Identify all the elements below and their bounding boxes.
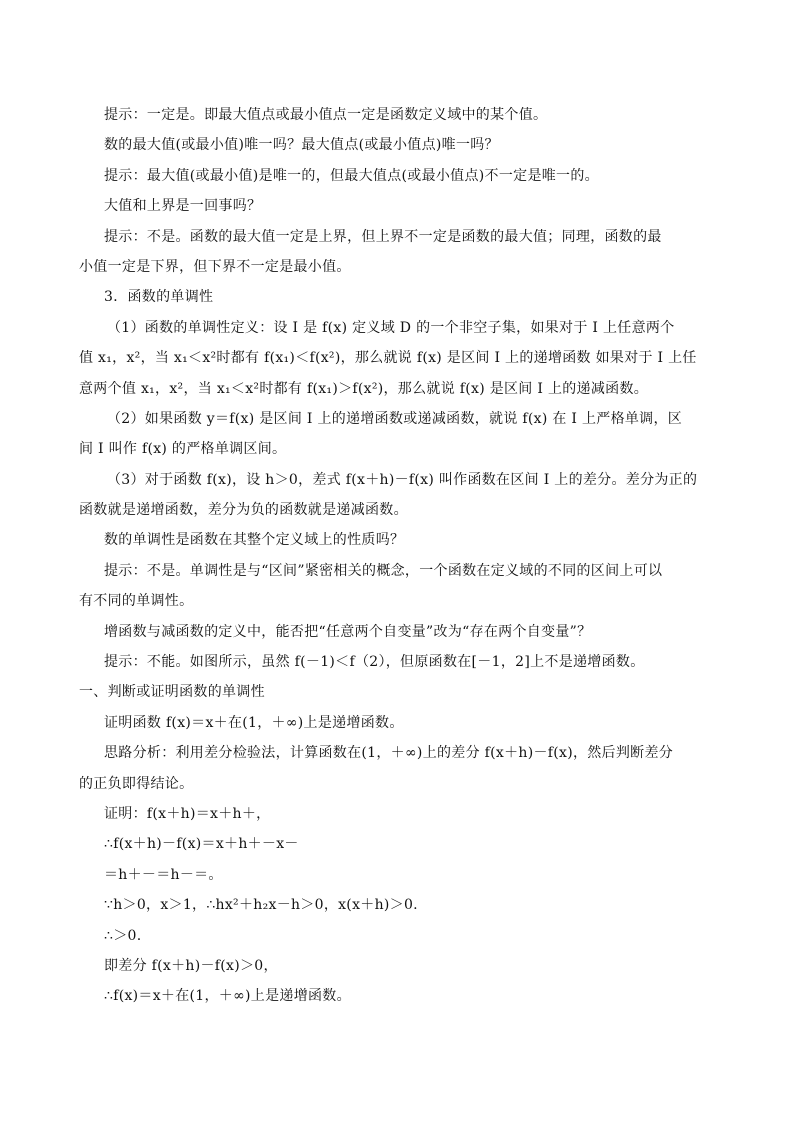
proof-line: ∴f(x)＝x＋在(1，＋∞)上是递增函数。 xyxy=(104,988,351,1005)
section-heading: 一、判断或证明函数的单调性 xyxy=(79,684,265,701)
paragraph-line: 函数就是递增函数，差分为负的函数就是递减函数。 xyxy=(79,502,408,519)
paragraph-line: 值 x₁，x²，当 x₁＜x²时都有 f(x₁)＜f(x²)，那么就说 f(x) 是区间 I 上的递增函数 如果对于 I 上任 xyxy=(79,350,697,367)
proof-line: 证明：f(x＋h)＝x＋h＋， xyxy=(104,805,271,822)
paragraph-line: 意两个值 x₁，x²，当 x₁＜x²时都有 f(x₁)＞f(x²)，那么就说 f(x) 是区间 I 上的递减函数。 xyxy=(79,380,649,397)
paragraph-line: 提示：不是。函数的最大值一定是上界，但上界不一定是函数的最大值；同理，函数的最 xyxy=(104,228,662,245)
document-body xyxy=(79,100,725,1012)
paragraph-line: 数的最大值(或最小值)唯一吗？最大值点(或最小值点)唯一吗？ xyxy=(104,137,499,154)
proof-line: ∴＞0. xyxy=(104,927,142,944)
paragraph-line: 数的单调性是函数在其整个定义域上的性质吗？ xyxy=(104,532,405,549)
proof-line: ＝h＋－＝h－＝。 xyxy=(104,866,223,883)
paragraph-line: （1）函数的单调性定义：设 I 是 f(x) 定义域 D 的一个非空子集，如果对于 I 上任意两个 xyxy=(107,319,675,336)
paragraph-line: 提示：不是。单调性是与“区间”紧密相关的概念，一个函数在定义域的不同的区间上可以 xyxy=(104,562,663,579)
paragraph-line: （2）如果函数 y＝f(x) 是区间 I 上的递增函数或递减函数，就说 f(x) 在 I 上严格单调，区 xyxy=(107,410,683,427)
paragraph-line: 提示：最大值(或最小值)是唯一的，但最大值点(或最小值点)不一定是唯一的。 xyxy=(104,167,599,184)
proof-line: 即差分 f(x＋h)－f(x)＞0， xyxy=(104,957,278,974)
paragraph-line: 证明函数 f(x)＝x＋在(1，＋∞)上是递增函数。 xyxy=(104,714,404,731)
section-heading: 3．函数的单调性 xyxy=(104,289,214,306)
paragraph-line: （3）对于函数 f(x)，设 h＞0，差式 f(x＋h)－f(x) 叫作函数在区间 I 上的差分。差分为正的 xyxy=(107,471,698,488)
paragraph-line: 的正负即得结论。 xyxy=(79,775,194,792)
paragraph-line: 提示：一定是。即最大值点或最小值点一定是函数定义域中的某个值。 xyxy=(104,107,548,123)
paragraph-line: 有不同的单调性。 xyxy=(79,593,194,610)
paragraph-line: 增函数与减函数的定义中，能否把“任意两个自变量”改为“存在两个自变量”？ xyxy=(104,623,592,640)
paragraph-line: 大值和上界是一回事吗？ xyxy=(104,198,262,215)
paragraph-line: 小值一定是下界，但下界不一定是最小值。 xyxy=(79,258,351,275)
paragraph-line: 思路分析：利用差分检验法，计算函数在(1，＋∞)上的差分 f(x＋h)－f(x)，然后判断差分 xyxy=(104,745,674,762)
paragraph-line: 提示：不能。如图所示，虽然 f(－1)＜f（2），但原函数在[－1，2]上不是递增函数。 xyxy=(104,654,645,671)
proof-line: ∴f(x＋h)－f(x)＝x＋h＋－x－ xyxy=(104,836,299,853)
paragraph-line: 间 I 叫作 f(x) 的严格单调区间。 xyxy=(79,441,287,458)
proof-line: ∵h＞0，x＞1，∴hx²＋h₂x－h＞0，x(x＋h)＞0. xyxy=(104,897,418,914)
